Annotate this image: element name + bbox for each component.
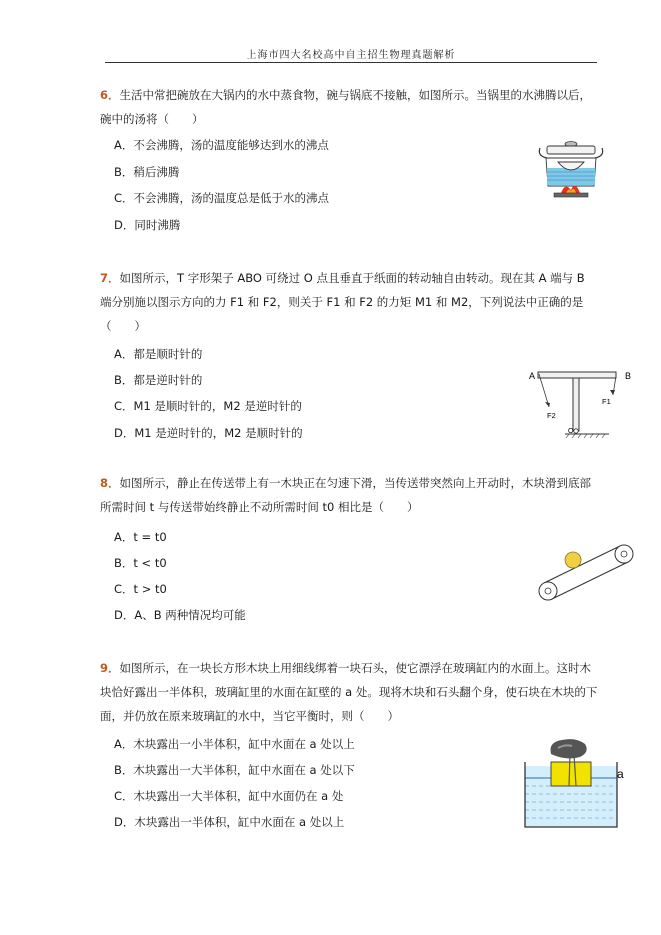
question-6 (100, 83, 598, 131)
question-8-stem (100, 471, 598, 519)
q6-option-a: A．不会沸腾，汤的温度能够达到水的沸点 (114, 138, 329, 152)
question-7-stem (100, 266, 598, 338)
conveyor-belt-figure (536, 540, 636, 610)
question-9-number: 9． (100, 661, 120, 675)
q6-option-c: C．不会沸腾，汤的温度总是低于水的沸点 (114, 191, 330, 205)
question-9 (100, 656, 598, 728)
t-frame-figure (525, 367, 635, 439)
pot-steaming-figure (537, 134, 605, 202)
q8-option-a: A．t = t0 (114, 530, 167, 544)
q7-option-a: A．都是顺时针的 (114, 347, 203, 361)
q8-option-d: D．A、B 两种情况均可能 (114, 608, 246, 622)
question-8-text: 如图所示，静止在传送带上有一木块正在匀速下滑，当传送带突然向上开动时，木块滑到底部所需时间 t 与传送带始终静止不动所需时间 t0 相比是（ ） (100, 476, 592, 514)
q9-option-d: D．木块露出一半体积，缸中水面在 a 处以上 (114, 815, 345, 829)
q6-option-d: D．同时沸腾 (114, 218, 181, 232)
label-a: A (529, 371, 536, 381)
q8-option-b: B．t < t0 (114, 556, 167, 570)
question-8 (100, 471, 598, 519)
question-7-number: 7． (100, 271, 120, 285)
question-6-stem (100, 83, 598, 131)
question-9-stem (100, 656, 598, 728)
glass-tank-figure (514, 734, 639, 834)
q9-option-b: B．木块露出一大半体积，缸中水面在 a 处以下 (114, 763, 355, 777)
q6-option-b: B．稍后沸腾 (114, 165, 180, 179)
question-6-number: 6． (100, 88, 120, 102)
q7-option-d: D．M1 是逆时针的，M2 是顺时针的 (114, 426, 303, 440)
page-header: 上海市四大名校高中自主招生物理真题解析 (105, 46, 597, 63)
q9-option-a: A．木块露出一小半体积，缸中水面在 a 处以上 (114, 737, 355, 751)
label-o: O (568, 428, 574, 435)
label-b: B (625, 371, 632, 381)
question-9-text: 如图所示，在一块长方形木块上用细线绑着一块石头，使它漂浮在玻璃缸内的水面上。这时木块恰好露出一半体积，玻璃缸里的水面在缸壁的 a 处。现将木块和石头翻个身，使石块在木块的下面，并仍放在原来玻璃缸的水中，当它平衡时，则（ ） (100, 661, 598, 723)
q7-option-b: B．都是逆时针的 (114, 373, 203, 387)
q9-option-c: C．木块露出一大半体积，缸中水面仍在 a 处 (114, 789, 344, 803)
q8-option-c: C．t > t0 (114, 582, 167, 596)
question-8-number: 8． (100, 476, 120, 490)
label-f2: F2 (547, 411, 556, 420)
question-7-text: 如图所示，T 字形架子 ABO 可绕过 O 点且垂直于纸面的转动轴自由转动。现在其 A 端与 B 端分别施以图示方向的力 F1 和 F2，则关于 F1 和 F2 的力矩 M1 和 M2，下列说法中正确的是（ ） (100, 271, 585, 333)
water-level-label-a: a (617, 767, 624, 781)
q7-option-c: C．M1 是顺时针的，M2 是逆时针的 (114, 399, 302, 413)
label-f1: F1 (602, 397, 611, 406)
question-7 (100, 266, 598, 338)
question-6-text: 生活中常把碗放在大锅内的水中蒸食物，碗与锅底不接触，如图所示。当锅里的水沸腾以后，碗中的汤将（ ） (100, 88, 592, 126)
